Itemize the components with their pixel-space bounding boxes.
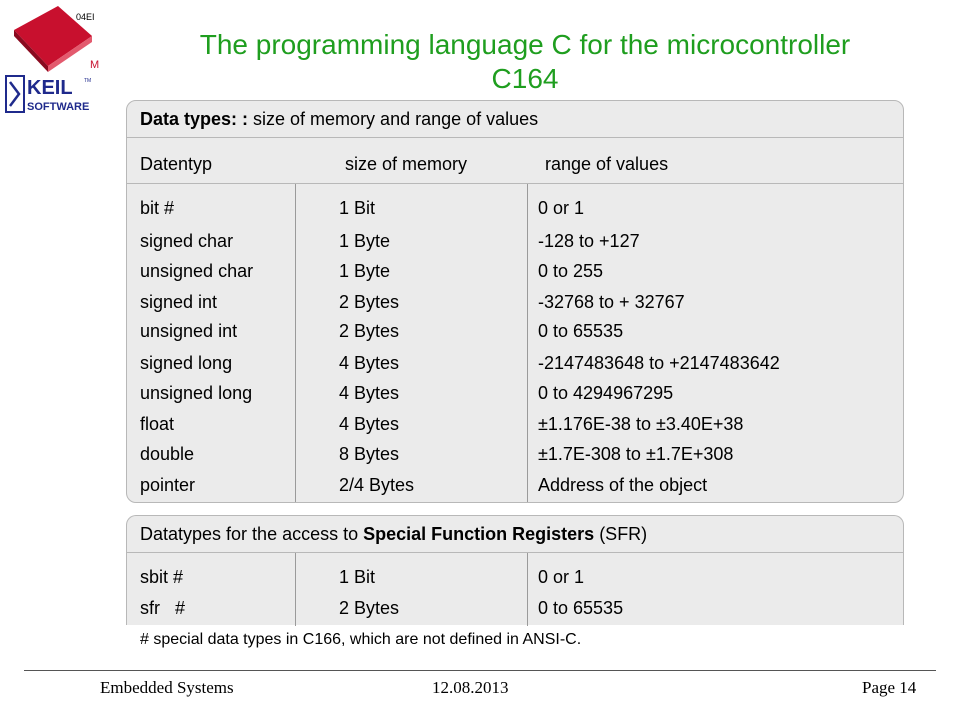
- logo-brand-bottom: SOFTWARE: [27, 101, 90, 113]
- data-types-heading: [140, 108, 538, 130]
- sfr-types-table: [126, 515, 904, 625]
- row-size: 2 Bytes: [339, 292, 400, 312]
- row-range: 0 to 4294967295: [538, 383, 674, 403]
- logo-tag: 04EI: [76, 12, 95, 22]
- columns-divider: [127, 183, 903, 184]
- keil-logo: [0, 0, 110, 130]
- footer-date: 12.08.2013: [432, 678, 509, 697]
- sfr-row-type: sfr #: [140, 598, 186, 618]
- row-range: ±1.7E-308 to ±1.7E+308: [538, 444, 734, 464]
- sfr-row-type: sbit #: [140, 567, 184, 587]
- title-line-1: The programming language C for the microcontroller: [199, 29, 851, 60]
- data-types-heading-bold: Data types: :: [140, 109, 249, 129]
- row-size: 4 Bytes: [339, 383, 400, 403]
- column-divider-1: [295, 184, 296, 502]
- row-range: -128 to +127: [538, 231, 640, 251]
- column-header-type: Datentyp: [140, 154, 213, 174]
- sfr-heading-pre: Datatypes for the access to: [140, 524, 364, 544]
- logo-brand-top: KEIL: [27, 77, 73, 99]
- column-header-size: size of memory: [345, 154, 468, 174]
- row-type: unsigned int: [140, 321, 238, 341]
- row-type: bit #: [140, 198, 175, 218]
- data-types-table: [126, 100, 904, 503]
- row-type: signed long: [140, 353, 233, 373]
- row-range: 0 or 1: [538, 198, 585, 218]
- slide-title: [130, 28, 920, 96]
- footer-rule: [24, 670, 936, 671]
- sfr-heading: [140, 523, 647, 545]
- row-size: 2 Bytes: [339, 321, 400, 341]
- row-type: float: [140, 414, 175, 434]
- row-type: unsigned long: [140, 383, 253, 403]
- row-size: 1 Byte: [339, 261, 391, 281]
- footnote: # special data types in C166, which are not defined in ANSI-C.: [140, 631, 582, 648]
- row-range: ±1.176E-38 to ±3.40E+38: [538, 414, 744, 434]
- keil-logo-graphic: [0, 0, 110, 130]
- row-range: Address of the object: [538, 475, 708, 495]
- sfr-heading-bold: Special Function Registers: [363, 524, 595, 544]
- sfr-row-size: 1 Bit: [339, 567, 376, 587]
- row-size: 1 Bit: [339, 198, 376, 218]
- title-line-2: C164: [491, 63, 559, 94]
- sfr-column-divider-1: [295, 553, 296, 626]
- row-size: 8 Bytes: [339, 444, 400, 464]
- row-type: double: [140, 444, 195, 464]
- row-size: 1 Byte: [339, 231, 391, 251]
- logo-tm: TM: [84, 78, 92, 84]
- sfr-row-size: 2 Bytes: [339, 598, 400, 618]
- sfr-row-range: 0 or 1: [538, 567, 585, 587]
- row-type: signed int: [140, 292, 218, 312]
- row-range: 0 to 65535: [538, 321, 624, 341]
- row-range: 0 to 255: [538, 261, 604, 281]
- row-size: 4 Bytes: [339, 353, 400, 373]
- sfr-column-divider-2: [527, 553, 528, 626]
- footer-course: Embedded Systems: [100, 678, 234, 697]
- sfr-row-range: 0 to 65535: [538, 598, 624, 618]
- row-range: -2147483648 to +2147483642: [538, 353, 780, 373]
- row-type: pointer: [140, 475, 196, 495]
- footer-page-number: Page 14: [862, 678, 917, 697]
- row-size: 2/4 Bytes: [339, 475, 415, 495]
- row-size: 4 Bytes: [339, 414, 400, 434]
- logo-mark: M: [90, 59, 100, 71]
- column-header-range: range of values: [545, 154, 669, 174]
- row-range: -32768 to + 32767: [538, 292, 685, 312]
- sfr-heading-post: (SFR): [594, 524, 648, 544]
- row-type: unsigned char: [140, 261, 254, 281]
- column-divider-2: [527, 184, 528, 502]
- data-types-heading-rest: size of memory and range of values: [248, 109, 539, 129]
- row-type: signed char: [140, 231, 234, 251]
